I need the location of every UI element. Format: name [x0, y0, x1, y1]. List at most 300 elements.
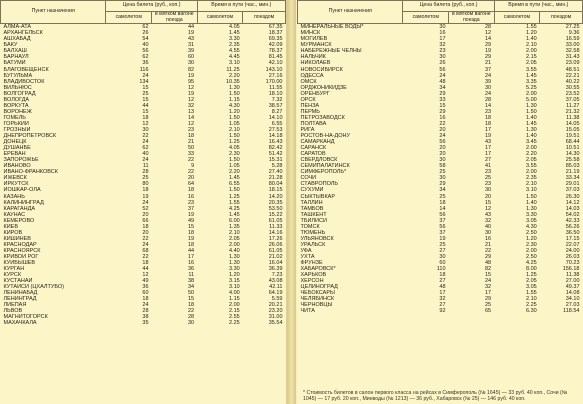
plane-time-cell: 3.45	[526, 139, 537, 146]
train-time-cell: 61.05	[268, 217, 283, 224]
train-time-cell: 27.16	[268, 72, 283, 79]
plane-price-cell: 48	[439, 78, 446, 85]
wagon-price-cell: 24	[485, 90, 492, 97]
train-time-cell: 17.15	[565, 235, 580, 242]
plane-price-cell: 134	[139, 78, 149, 85]
wagon-price-cell: 19	[188, 211, 195, 218]
book-gutter	[287, 0, 296, 404]
city-cell: ВЛАДИВОСТОК	[3, 78, 45, 85]
city-cell: ЛИЕПАЯ	[3, 302, 27, 309]
train-time-cell: 25.58	[565, 157, 580, 164]
plane-price-cell: 48	[439, 284, 446, 291]
city-cell: МАГНИТОГОРСК	[3, 314, 48, 321]
plane-time-cell: 2.05	[526, 157, 537, 164]
plane-time-cell: 4.05	[229, 145, 240, 152]
plane-price-cell: 24	[142, 241, 149, 248]
wagon-price-cell: 21	[485, 60, 492, 67]
plane-price-cell: 16	[439, 30, 446, 37]
wagon-price-cell: 39	[485, 78, 492, 85]
plane-time-cell: 1.30	[229, 253, 240, 260]
train-time-cell: 35.54	[268, 320, 283, 327]
train-time-cell: 18.37	[268, 30, 283, 37]
train-time-cell: 42.10	[268, 60, 283, 67]
header-train-time: поездом	[243, 12, 286, 24]
city-cell: ЕРЕВАН	[3, 151, 26, 158]
plane-time-cell: 1.55	[229, 199, 240, 206]
train-time-cell: 21.32	[565, 108, 580, 115]
plane-time-cell: 6.55	[229, 181, 240, 188]
plane-price-cell: 37	[439, 217, 446, 224]
plane-price-cell: 24	[142, 139, 149, 146]
city-cell: НАБЕРЕЖНЫЕ ЧЕЛНЫ	[300, 48, 362, 55]
plane-time-cell: 1.20	[526, 30, 537, 37]
train-time-cell: 67.35	[268, 24, 283, 31]
wagon-price-cell: 40	[485, 223, 492, 230]
plane-price-cell: 49	[142, 278, 149, 285]
plane-price-cell: 35	[142, 320, 149, 327]
plane-price-cell: 36	[142, 284, 149, 291]
wagon-price-cell: 36	[188, 266, 195, 273]
plane-time-cell: 1.50	[229, 90, 240, 97]
city-cell: ВОЛГОГРАД	[3, 90, 36, 97]
wagon-price-cell: 22	[485, 247, 492, 254]
header-plane-time: самолетом	[197, 12, 243, 24]
city-cell: ТАШКЕНТ	[300, 211, 327, 218]
plane-time-cell: 4.25	[229, 205, 240, 212]
train-time-cell: 27.53	[268, 126, 283, 133]
plane-time-cell: 5.25	[526, 84, 537, 91]
plane-price-cell: 28	[142, 169, 149, 176]
plane-time-cell: 2.55	[229, 314, 240, 321]
plane-time-cell: 1.40	[526, 114, 537, 121]
plane-price-cell: 14	[439, 205, 446, 212]
plane-time-cell: 2.10	[526, 181, 537, 188]
city-cell: КЕМЕРОВО	[3, 217, 35, 224]
plane-price-cell: 22	[142, 235, 149, 242]
plane-price-cell: 30	[439, 157, 446, 164]
plane-time-cell: 4.40	[229, 247, 240, 254]
plane-time-cell: 1.40	[526, 199, 537, 206]
fare-table-right	[297, 0, 583, 314]
plane-time-cell: 2.20	[526, 151, 537, 158]
plane-time-cell: 1.40	[526, 133, 537, 140]
plane-price-cell: 40	[142, 151, 149, 158]
wagon-price-cell: 50	[188, 290, 195, 297]
fare-rows-left	[1, 24, 286, 327]
city-cell: АЛМА-АТА	[3, 24, 32, 31]
city-cell: КИРОВ	[3, 229, 23, 236]
wagon-price-cell: 16	[188, 260, 195, 267]
train-time-cell: 69.35	[268, 36, 283, 43]
wagon-price-cell: 12	[188, 96, 195, 103]
train-time-cell: 26.30	[565, 193, 580, 200]
plane-time-cell: 1.30	[526, 205, 537, 212]
wagon-price-cell: 25	[485, 175, 492, 182]
plane-price-cell: 62	[142, 54, 149, 61]
wagon-price-cell: 30	[188, 320, 195, 327]
train-time-cell: 11.38	[566, 272, 580, 279]
plane-price-cell: 29	[439, 108, 446, 115]
plane-time-cell: 1.15	[229, 296, 240, 303]
plane-price-cell: 34	[439, 187, 446, 194]
wagon-price-cell: 15	[485, 199, 492, 206]
city-cell: БАТУМИ	[3, 60, 26, 67]
plane-time-cell: 3.15	[229, 278, 240, 285]
city-cell: КАЗАНЬ	[3, 193, 25, 200]
plane-price-cell: 30	[142, 126, 149, 133]
plane-time-cell: 1.50	[229, 187, 240, 194]
train-time-cell: 27.00	[565, 278, 580, 285]
train-time-cell: 14.30	[565, 151, 580, 158]
train-time-cell: 81.45	[268, 54, 283, 61]
train-time-cell: 19.51	[565, 133, 580, 140]
plane-price-cell: 40	[142, 42, 149, 49]
plane-time-cell: 1.35	[229, 223, 240, 230]
fare-table-left	[0, 0, 286, 327]
plane-price-cell: 33	[439, 96, 446, 103]
wagon-price-cell: 24	[485, 72, 492, 79]
plane-price-cell: 18	[439, 199, 446, 206]
wagon-price-cell: 29	[485, 296, 492, 303]
plane-price-cell: 12	[142, 272, 149, 279]
city-cell: БАЛХАШ	[3, 48, 27, 55]
plane-time-cell: 1.45	[229, 30, 240, 37]
city-cell: ОРСК	[300, 96, 316, 103]
wagon-price-cell: 43	[485, 211, 492, 218]
plane-price-cell: 30	[439, 54, 446, 61]
train-time-cell: 85.03	[565, 163, 580, 170]
plane-time-cell: 1.25	[229, 193, 240, 200]
wagon-price-cell: 95	[188, 78, 195, 85]
wagon-price-cell: 21	[188, 139, 195, 146]
plane-time-cell: 2.00	[526, 247, 537, 254]
wagon-price-cell: 29	[485, 42, 492, 49]
plane-time-cell: 11.25	[226, 66, 240, 73]
plane-time-cell: 2.10	[229, 229, 240, 236]
train-time-cell: 14.16	[268, 229, 283, 236]
train-time-cell: 6.55	[271, 120, 283, 127]
city-cell: ДОНЕЦК	[3, 139, 27, 146]
train-time-cell: 11.38	[566, 114, 580, 121]
train-time-cell: 64.19	[268, 290, 283, 297]
train-time-cell: 61.05	[268, 247, 283, 254]
plane-time-cell: 2.05	[526, 278, 537, 285]
city-cell: УФА	[300, 247, 312, 254]
plane-time-cell: 6.30	[526, 308, 537, 315]
plane-time-cell: 2.50	[526, 253, 537, 260]
plane-price-cell: 56	[439, 66, 446, 73]
plane-price-cell: 56	[142, 48, 149, 55]
city-cell: ГОМЕЛЬ	[3, 114, 26, 121]
city-cell: ВОЛОГДА	[3, 96, 30, 103]
plane-price-cell: 16	[439, 114, 446, 121]
header-time: Время в пути (час., мин.)	[494, 1, 582, 12]
train-time-cell: 40.22	[565, 78, 580, 85]
plane-time-cell: 4.25	[526, 260, 537, 267]
plane-time-cell: 3.30	[526, 211, 537, 218]
city-cell: ЙОШКАР-ОЛА	[3, 187, 41, 194]
city-cell: ИРКУТСК	[3, 181, 29, 188]
city-cell: БАРНАУЛ	[3, 54, 29, 61]
wagon-price-cell: 19	[188, 72, 195, 79]
wagon-price-cell: 18	[485, 120, 492, 127]
plane-price-cell: 18	[142, 187, 149, 194]
plane-time-cell: 3.30	[229, 266, 240, 273]
train-time-cell: 7.23	[271, 272, 283, 279]
wagon-price-cell: 82	[188, 66, 195, 73]
city-cell: ЛЬВОВ	[3, 308, 23, 315]
header-city: Пункт назначения	[298, 1, 403, 24]
city-cell: СТАВРОПОЛЬ	[300, 181, 339, 188]
wagon-price-cell: 28	[485, 24, 492, 31]
plane-price-cell: 25	[142, 90, 149, 97]
wagon-price-cell: 43	[188, 36, 195, 43]
train-time-cell: 80.04	[268, 181, 283, 188]
city-cell: ГРОЗНЫЙ	[3, 126, 31, 133]
wagon-price-cell: 14	[188, 114, 195, 121]
wagon-price-cell: 43	[485, 139, 492, 146]
wagon-price-cell: 12	[188, 84, 195, 91]
city-cell: БУГУЛЬМА	[3, 72, 33, 79]
train-time-cell: 15.31	[268, 157, 283, 164]
plane-price-cell: 19	[142, 193, 149, 200]
plane-time-cell: 2.00	[229, 241, 240, 248]
city-cell: РОСТОВ-НА-ДОНУ	[300, 133, 350, 140]
plane-price-cell: 27	[439, 247, 446, 254]
plane-time-cell: 1.55	[526, 24, 537, 31]
wagon-price-cell: 12	[485, 205, 492, 212]
train-time-cell: 22.21	[565, 72, 580, 79]
wagon-price-cell: 16	[188, 193, 195, 200]
left-page	[0, 0, 288, 404]
city-cell: ЧЕЛЯБИНСК	[300, 296, 335, 303]
train-time-cell: 48.51	[565, 66, 580, 73]
plane-time-cell: 4.30	[526, 223, 537, 230]
header-plane-price: самолетом	[403, 12, 449, 24]
header-plane-price: самолетом	[106, 12, 152, 24]
train-time-cell: 27.03	[565, 302, 580, 309]
city-cell: КАУНАС	[3, 211, 26, 218]
plane-time-cell: 1.20	[229, 108, 240, 115]
wagon-price-cell: 14	[485, 102, 492, 109]
plane-price-cell: 32	[439, 296, 446, 303]
header-price: Цена билета (руб., коп.)	[106, 1, 197, 12]
wagon-price-cell: 39	[188, 48, 195, 55]
city-cell: ХЕРСОН	[300, 278, 324, 285]
train-time-cell: 51.42	[268, 151, 283, 158]
plane-price-cell: 15	[142, 108, 149, 115]
plane-price-cell: 56	[439, 139, 446, 146]
plane-price-cell: 18	[142, 114, 149, 121]
city-cell: КИШИНЕВ	[3, 235, 31, 242]
plane-price-cell: 29	[439, 90, 446, 97]
city-cell: САРАТОВ	[300, 151, 326, 158]
plane-time-cell: 1.45	[526, 72, 537, 79]
plane-time-cell: 2.00	[526, 90, 537, 97]
city-cell: АРХАНГЕЛЬСК	[3, 30, 43, 37]
plane-price-cell: 24	[439, 72, 446, 79]
wagon-price-cell: 18	[188, 187, 195, 194]
plane-time-cell: 2.10	[526, 296, 537, 303]
city-cell: ХАРЬКОВ	[300, 272, 327, 279]
footnote: * Стоимость билетов в салон первого класса на рейсах в Симферополь (№ 1645) — 33 руб. 40 коп., Сочи (№ 1045) — 17 руб. 20 коп., Минводы (№ 1213) — 36 руб., Хабаровск (№ 25) — 146 руб. 40 коп.	[303, 390, 568, 402]
city-cell: ЧЕРНОВЦЫ	[300, 302, 333, 309]
train-time-cell: 11.27	[566, 102, 580, 109]
city-cell: КУРГАН	[3, 266, 25, 273]
plane-price-cell: 30	[439, 175, 446, 182]
city-cell: ПОЛТАВА	[300, 120, 327, 127]
plane-price-cell: 20	[142, 211, 149, 218]
train-time-cell: 14.08	[565, 290, 580, 297]
plane-time-cell: 1.30	[229, 84, 240, 91]
wagon-price-cell: 25	[485, 302, 492, 309]
plane-time-cell: 3.10	[229, 284, 240, 291]
city-cell: СЫКТЫВКАР	[300, 193, 335, 200]
train-time-cell: 21.28	[268, 175, 283, 182]
plane-price-cell: 19	[439, 235, 446, 242]
plane-price-cell: 44	[142, 266, 149, 273]
train-time-cell: 27.25	[565, 24, 580, 31]
train-time-cell: 14.12	[565, 199, 580, 206]
city-cell: МИНЕРАЛЬНЫЕ ВОДЫ*	[300, 24, 364, 31]
plane-time-cell: 1.25	[526, 272, 537, 279]
plane-time-cell: 1.45	[229, 175, 240, 182]
train-time-cell: 30.55	[565, 84, 580, 91]
city-cell: НИКОЛАЕВ	[300, 60, 331, 67]
plane-time-cell: 10.35	[225, 78, 240, 85]
city-cell: КИЕВ	[3, 223, 18, 230]
plane-price-cell: 25	[439, 193, 446, 200]
city-cell: КРАСНОДАР	[3, 241, 37, 248]
plane-time-cell: 2.05	[526, 60, 537, 67]
train-time-cell: 16.04	[268, 260, 283, 267]
wagon-price-cell: 30	[188, 60, 195, 67]
train-time-cell: 9.36	[568, 30, 580, 37]
city-cell: МОГИЛЕВ	[300, 36, 328, 43]
wagon-price-cell: 17	[188, 253, 195, 260]
train-time-cell: 36.39	[268, 266, 283, 273]
plane-time-cell: 1.50	[229, 114, 240, 121]
wagon-price-cell: 17	[485, 126, 492, 133]
plane-price-cell: 24	[439, 133, 446, 140]
train-time-cell: 11.33	[269, 223, 283, 230]
city-cell: УРАЛЬСК	[300, 241, 326, 248]
plane-price-cell: 29	[439, 181, 446, 188]
wagon-price-cell: 27	[485, 157, 492, 164]
train-time-cell: 8.27	[271, 108, 283, 115]
plane-time-cell: 2.25	[229, 320, 240, 327]
plane-time-cell: 2.20	[229, 72, 240, 79]
plane-price-cell: 44	[142, 102, 149, 109]
train-time-cell: 17.26	[268, 235, 283, 242]
plane-price-cell: 66	[142, 217, 149, 224]
plane-price-cell: 24	[142, 72, 149, 79]
wagon-price-cell: 38	[188, 278, 195, 285]
plane-time-cell: 4.30	[229, 102, 240, 109]
plane-price-cell: 24	[142, 199, 149, 206]
plane-price-cell: 58	[439, 163, 446, 170]
wagon-price-cell: 18	[188, 302, 195, 309]
wagon-price-cell: 44	[188, 247, 195, 254]
plane-price-cell: 30	[439, 253, 446, 260]
city-cell: НАЛЬЧИК	[300, 54, 326, 61]
train-time-cell: 7.32	[271, 96, 283, 103]
wagon-price-cell: 22	[188, 169, 195, 176]
plane-price-cell: 15	[142, 96, 149, 103]
city-cell: УЛЬЯНОВСК	[300, 235, 334, 242]
plane-time-cell: 3.55	[526, 66, 537, 73]
plane-time-cell: 2.10	[526, 42, 537, 49]
plane-price-cell: 80	[142, 181, 149, 188]
plane-time-cell: 3.30	[229, 36, 240, 43]
plane-time-cell: 3.05	[526, 284, 537, 291]
plane-price-cell: 62	[142, 145, 149, 152]
wagon-price-cell: 15	[485, 272, 492, 279]
train-time-cell: 49.37	[565, 284, 580, 291]
plane-price-cell: 22	[142, 133, 149, 140]
train-time-cell: 18.10	[268, 90, 283, 97]
plane-time-cell: 1.25	[229, 139, 240, 146]
train-time-cell: 15.22	[268, 211, 283, 218]
plane-time-cell: 1.30	[526, 102, 537, 109]
city-cell: ИВАНО-ФРАНКОВСК	[3, 169, 58, 176]
plane-time-cell: 1.30	[229, 260, 240, 267]
train-time-cell: 37.03	[565, 187, 580, 194]
header-price: Цена билета (руб., коп.)	[403, 1, 494, 12]
city-cell: ПЕРМЬ	[300, 108, 320, 115]
wagon-price-cell: 19	[485, 133, 492, 140]
city-cell: ВОРОНЕЖ	[3, 108, 32, 115]
train-time-cell: 14.05	[565, 120, 580, 127]
plane-price-cell: 37	[439, 229, 446, 236]
train-time-cell: 56.26	[565, 223, 580, 230]
city-cell: УХТА	[300, 253, 315, 260]
train-time-cell: 23.09	[565, 60, 580, 67]
city-cell: ФРУНЗЕ	[300, 260, 323, 267]
header-train-time: поездом	[540, 12, 583, 24]
plane-time-cell: 1.50	[229, 133, 240, 140]
plane-time-cell: 2.35	[229, 42, 240, 49]
train-time-cell: 31.00	[268, 314, 283, 321]
plane-price-cell: 52	[142, 205, 149, 212]
plane-time-cell: 3.10	[229, 60, 240, 67]
plane-price-cell: 18	[142, 296, 149, 303]
train-time-cell: 38.57	[268, 102, 283, 109]
plane-price-cell: 27	[439, 278, 446, 285]
train-time-cell: 5.59	[271, 296, 283, 303]
plane-time-cell: 1.20	[526, 235, 537, 242]
plane-time-cell: 1.50	[526, 193, 537, 200]
wagon-price-cell: 16	[485, 235, 492, 242]
wagon-price-cell: 20	[188, 175, 195, 182]
plane-price-cell: 34	[439, 84, 446, 91]
plane-price-cell: 92	[439, 308, 446, 315]
wagon-price-cell: 33	[188, 151, 195, 158]
train-time-cell: 20.35	[268, 199, 283, 206]
city-cell: ТАМБОВ	[300, 205, 324, 212]
plane-time-cell: 4.55	[229, 48, 240, 55]
plane-time-cell: 2.20	[229, 169, 240, 176]
wagon-price-cell: 28	[485, 96, 492, 103]
city-cell: КРИВОЙ РОГ	[3, 253, 39, 260]
wagon-price-cell: 12	[188, 120, 195, 127]
city-cell: ВИЛЬНЮС	[3, 84, 32, 91]
plane-time-cell: 1.45	[526, 120, 537, 127]
wagon-price-cell: 31	[188, 42, 195, 49]
table-row	[298, 308, 583, 314]
wagon-price-cell: 30	[485, 229, 492, 236]
plane-time-cell: 3.55	[526, 163, 537, 170]
